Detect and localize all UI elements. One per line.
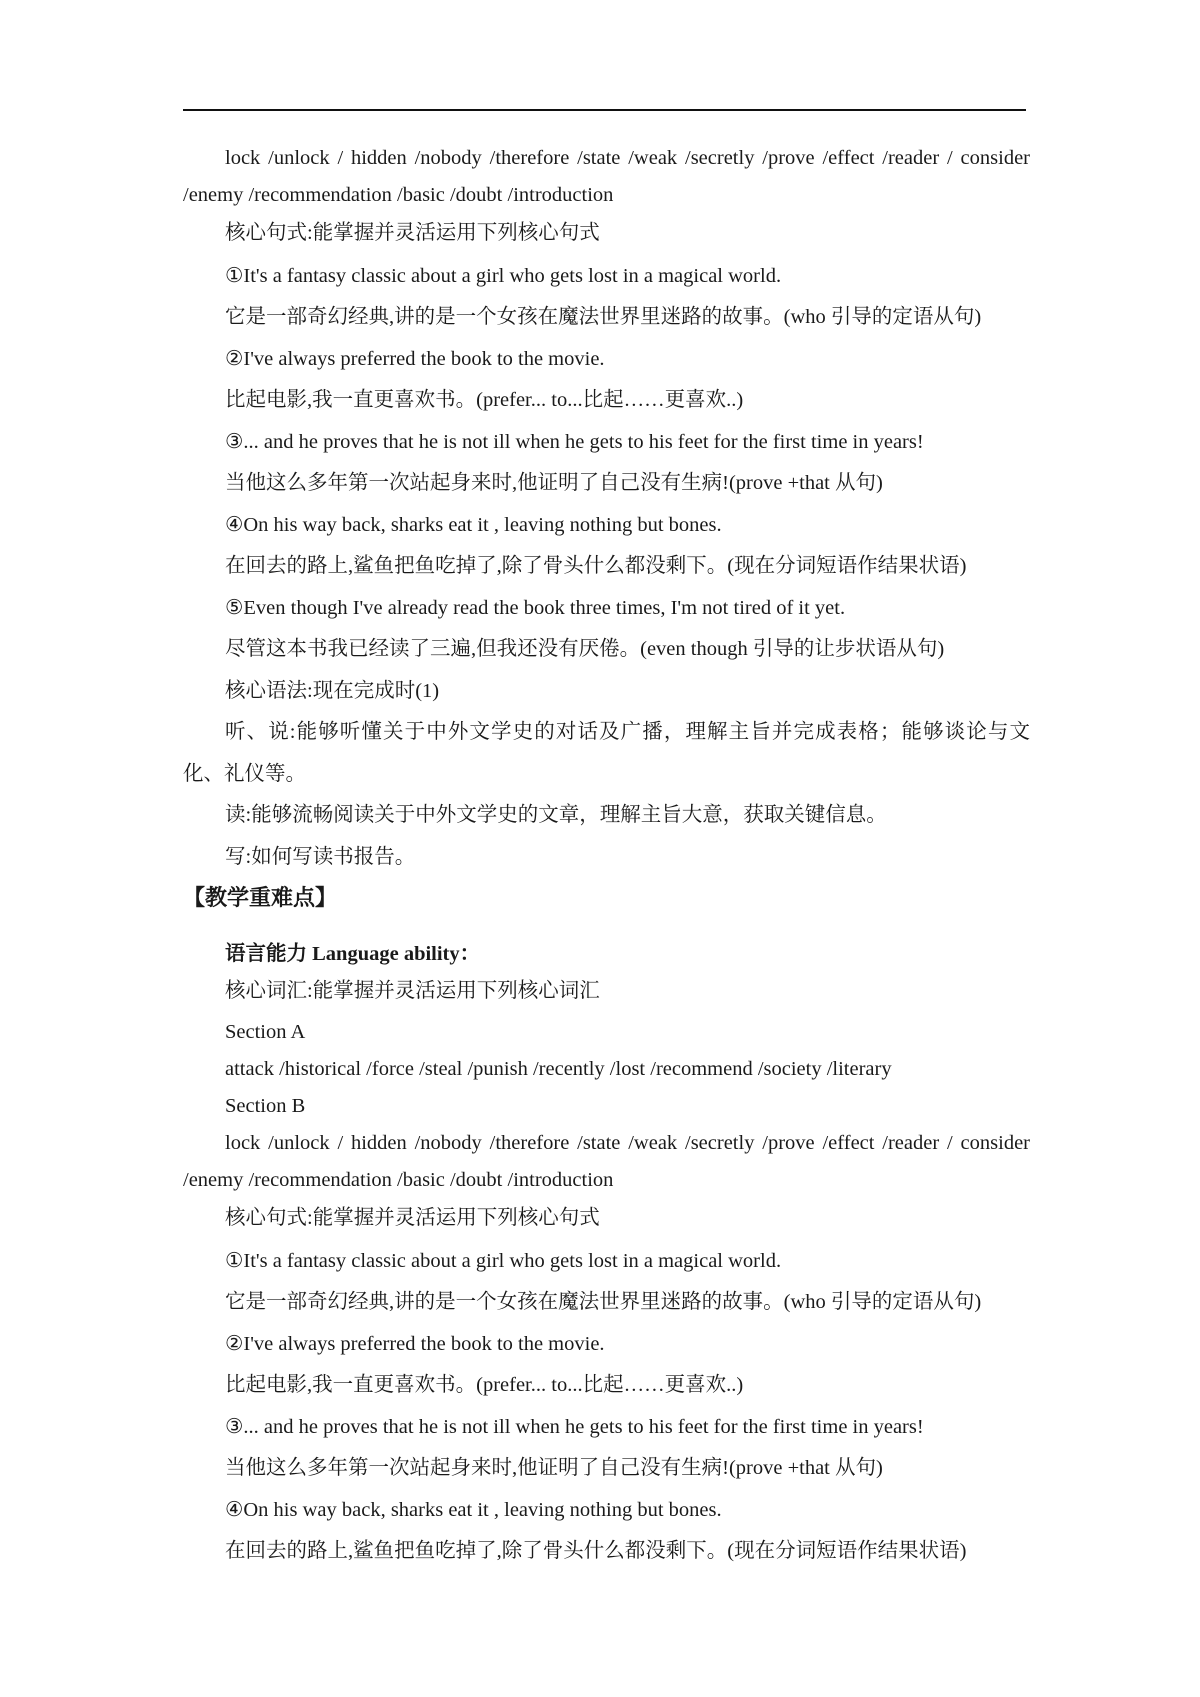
sentence-2-english-repeat: ②I've always preferred the book to the movie. — [225, 1333, 605, 1355]
sentence-4-english-repeat: ④On his way back, sharks eat it , leaving nothing but bones. — [225, 1499, 722, 1521]
core-sentences-heading: 核心句式:能掌握并灵活运用下列核心句式 — [225, 222, 600, 244]
sentence-5-chinese: 尽管这本书我已经读了三遍,但我还没有厌倦。(even though 引导的让步状语从句) — [225, 638, 945, 660]
reading-goal: 读:能够流畅阅读关于中外文学史的文章，理解主旨大意，获取关键信息。 — [225, 804, 887, 826]
sentence-5-english: ⑤Even though I've already read the book three times, I'm not tired of it yet. — [225, 597, 846, 619]
core-vocabulary-heading: 核心词汇:能掌握并灵活运用下列核心词汇 — [225, 980, 600, 1002]
core-grammar: 核心语法:现在完成时(1) — [225, 680, 440, 702]
vocab-b-line-1-repeat: lock /unlock / hidden /nobody /therefore /state /weak /secretly /prove /effect /reader / consider — [225, 1132, 1030, 1154]
sentence-1-english: ①It's a fantasy classic about a girl who gets lost in a magical world. — [225, 265, 782, 287]
sentence-4-english: ④On his way back, sharks eat it , leaving nothing but bones. — [225, 514, 722, 536]
vocab-b-line-2: /enemy /recommendation /basic /doubt /introduction — [183, 184, 614, 206]
sentence-3-english: ③... and he proves that he is not ill when he gets to his feet for the first time in years! — [225, 431, 924, 453]
sentence-3-chinese-repeat: 当他这么多年第一次站起身来时,他证明了自己没有生病!(prove +that 从句) — [225, 1457, 883, 1479]
sentence-2-chinese: 比起电影,我一直更喜欢书。(prefer... to...比起……更喜欢..) — [225, 389, 744, 411]
sentence-1-chinese-repeat: 它是一部奇幻经典,讲的是一个女孩在魔法世界里迷路的故事。(who 引导的定语从句) — [225, 1291, 982, 1313]
sentence-3-chinese: 当他这么多年第一次站起身来时,他证明了自己没有生病!(prove +that 从句) — [225, 472, 883, 494]
writing-goal: 写:如何写读书报告。 — [225, 846, 416, 868]
sentence-2-english: ②I've always preferred the book to the movie. — [225, 348, 605, 370]
core-sentences-heading-repeat: 核心句式:能掌握并灵活运用下列核心句式 — [225, 1207, 600, 1229]
listening-speaking-line-2: 化、礼仪等。 — [183, 763, 306, 785]
sentence-1-english-repeat: ①It's a fantasy classic about a girl who gets lost in a magical world. — [225, 1250, 782, 1272]
listening-speaking-line-1: 听、说:能够听懂关于中外文学史的对话及广播，理解主旨并完成表格；能够谈论与文 — [225, 721, 1030, 743]
sentence-4-chinese-repeat: 在回去的路上,鲨鱼把鱼吃掉了,除了骨头什么都没剩下。(现在分词短语作结果状语) — [225, 1540, 967, 1562]
vocab-b-line-2-repeat: /enemy /recommendation /basic /doubt /introduction — [183, 1169, 614, 1191]
sentence-2-chinese-repeat: 比起电影,我一直更喜欢书。(prefer... to...比起……更喜欢..) — [225, 1374, 744, 1396]
sentence-1-chinese: 它是一部奇幻经典,讲的是一个女孩在魔法世界里迷路的故事。(who 引导的定语从句) — [225, 306, 982, 328]
language-ability-heading: 语言能力 Language ability： — [225, 943, 481, 965]
vocab-a-line: attack /historical /force /steal /punish /recently /lost /recommend /society /literary — [225, 1058, 892, 1080]
section-b-label: Section B — [225, 1095, 306, 1117]
sentence-3-english-repeat: ③... and he proves that he is not ill when he gets to his feet for the first time in years! — [225, 1416, 924, 1438]
section-a-label: Section A — [225, 1021, 306, 1043]
section-title: 【教学重难点】 — [183, 886, 338, 911]
sentence-4-chinese: 在回去的路上,鲨鱼把鱼吃掉了,除了骨头什么都没剩下。(现在分词短语作结果状语) — [225, 555, 967, 577]
vocab-b-line-1: lock /unlock / hidden /nobody /therefore /state /weak /secretly /prove /effect /reader / consider — [225, 147, 1030, 169]
